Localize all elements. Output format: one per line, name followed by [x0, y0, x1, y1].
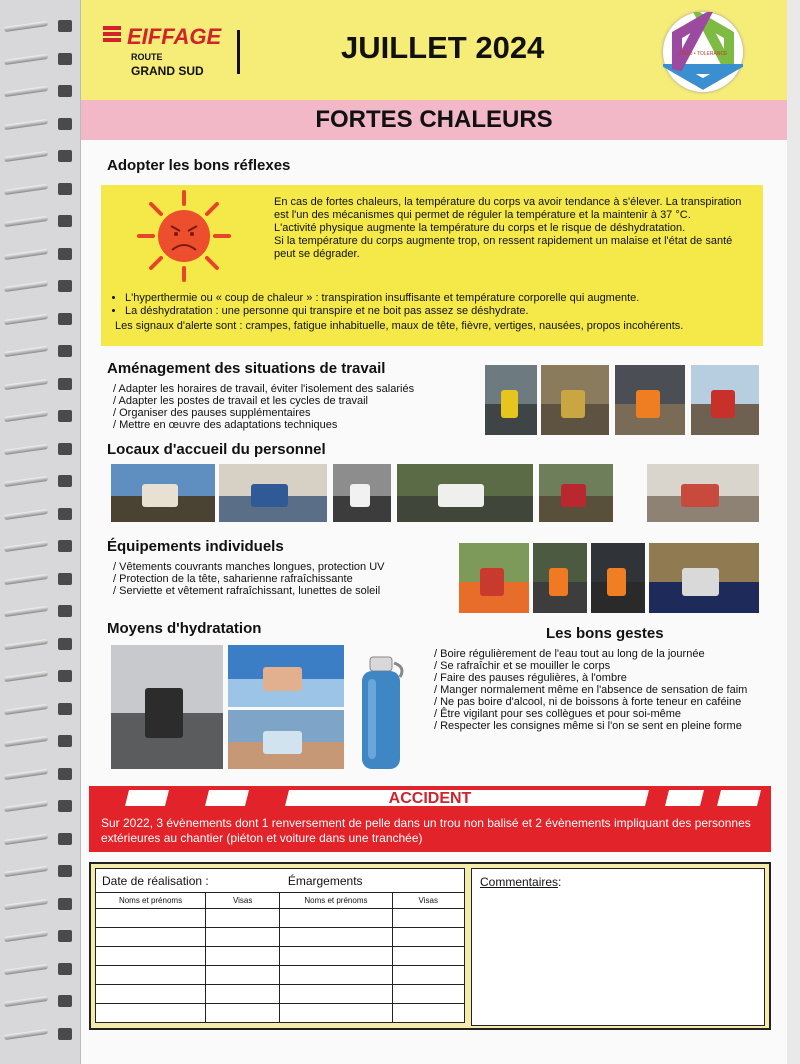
accident-banner [89, 786, 771, 852]
month-title: JUILLET 2024 [341, 30, 545, 65]
worksite-photo [485, 365, 537, 435]
col-header-visas: Visas [206, 893, 280, 909]
binding-ring [4, 932, 78, 942]
facility-photo [647, 464, 759, 522]
worksite-photo [541, 365, 609, 435]
table-row [96, 928, 465, 947]
binding-ring [4, 250, 78, 260]
warning-signals: Les signaux d'alerte sont : crampes, fatigue inhabituelle, maux de tête, fièvre, vertiges, nausées, propos incohérents. [115, 320, 684, 332]
logo-subtitle-route: ROUTE [131, 52, 163, 62]
list-item: / Organiser des pauses supplémentaires [113, 407, 311, 419]
reflexes-text [274, 196, 746, 261]
hydratation-title: Moyens d'hydratation [107, 620, 262, 637]
table-row [96, 1004, 465, 1023]
visa-cell[interactable] [206, 1004, 280, 1023]
binding-ring [4, 510, 78, 520]
table-row [96, 985, 465, 1004]
visa-cell[interactable] [392, 947, 465, 966]
visa-cell[interactable] [206, 947, 280, 966]
list-item: / Respecter les consignes même si l'on se sent en pleine forme [434, 720, 742, 732]
col-header-names: Noms et prénoms [280, 893, 392, 909]
visa-cell[interactable] [392, 1004, 465, 1023]
facility-photo [111, 464, 215, 522]
binding-ring [4, 672, 78, 682]
comments-colon: : [558, 875, 562, 889]
angry-sun-icon [119, 190, 249, 282]
binding-ring [4, 22, 78, 32]
ppe-photo [649, 543, 759, 613]
binding-ring [4, 705, 78, 715]
binding-ring [4, 120, 78, 130]
name-cell[interactable] [280, 928, 392, 947]
list-item: / Se rafraîchir et se mouiller le corps [434, 660, 611, 672]
list-item: / Vêtements couvrants manches longues, protection UV [113, 561, 385, 573]
ppe-photo [591, 543, 645, 613]
reflexes-paragraph: L'activité physique augmente la température du corps et le risque de déshydratation. [274, 222, 686, 234]
equipements-title: Équipements individuels [107, 538, 284, 555]
gestes-list [434, 648, 764, 732]
spiral-binding [0, 0, 80, 1064]
list-item: / Boire régulièrement de l'eau tout au long de la journée [434, 648, 705, 660]
header-divider [237, 30, 240, 74]
facility-photo [539, 464, 613, 522]
col-header-names: Noms et prénoms [96, 893, 206, 909]
name-cell[interactable] [280, 985, 392, 1004]
binding-ring [4, 282, 78, 292]
visa-cell[interactable] [206, 966, 280, 985]
amenagement-list [113, 383, 483, 431]
name-cell[interactable] [280, 909, 392, 928]
binding-ring [4, 835, 78, 845]
signature-table [95, 868, 465, 1023]
water-bottle-icon [354, 655, 408, 773]
binding-ring [4, 1030, 78, 1040]
ppe-photo [459, 543, 529, 613]
binding-ring [4, 575, 78, 585]
list-item: • L'hyperthermie ou « coup de chaleur » : transpiration insuffisante et température corporelle qui augmente. [125, 292, 765, 305]
name-cell[interactable] [96, 947, 206, 966]
list-item: / Serviette et vêtement rafraîchissant, lunettes de soleil [113, 585, 381, 597]
table-row [96, 947, 465, 966]
zero-tolerance-badge-icon [663, 12, 743, 92]
binding-ring [4, 640, 78, 650]
visa-cell[interactable] [206, 909, 280, 928]
visa-cell[interactable] [392, 966, 465, 985]
equipements-list [113, 561, 473, 597]
ppe-photo [533, 543, 587, 613]
gestes-title: Les bons gestes [546, 625, 664, 642]
binding-ring [4, 347, 78, 357]
binding-ring [4, 315, 78, 325]
name-cell[interactable] [96, 909, 206, 928]
name-cell[interactable] [96, 928, 206, 947]
theme-title: FORTES CHALEURS [315, 106, 553, 133]
list-item: / Adapter les postes de travail et les cycles de travail [113, 395, 368, 407]
name-cell[interactable] [280, 966, 392, 985]
binding-ring [4, 737, 78, 747]
binding-ring [4, 185, 78, 195]
comments-field[interactable] [471, 868, 765, 1026]
hydration-photo [228, 645, 344, 707]
emargements-label: Émargements [287, 873, 363, 888]
binding-ring [4, 217, 78, 227]
name-cell[interactable] [96, 985, 206, 1004]
date-label: Date de réalisation : [102, 873, 209, 888]
list-item: • La déshydratation : une personne qui transpire et ne boit pas assez se déshydrate. [125, 305, 765, 318]
list-item: / Protection de la tête, saharienne rafraîchissante [113, 573, 353, 585]
visa-cell[interactable] [392, 985, 465, 1004]
visa-cell[interactable] [206, 985, 280, 1004]
table-row [96, 966, 465, 985]
page-header: EIFFAGE ROUTE GRAND SUD JUILLET 2024 ZERO • TOLERANCE [81, 0, 787, 100]
svg-text:ZERO • TOLERANCE: ZERO • TOLERANCE [678, 51, 728, 57]
list-item: / Mettre en œuvre des adaptations techniques [113, 419, 338, 431]
visa-cell[interactable] [206, 928, 280, 947]
worksite-photo [615, 365, 685, 435]
binding-ring [4, 802, 78, 812]
worksite-photo [691, 365, 759, 435]
reflexes-title: Adopter les bons réflexes [107, 157, 291, 174]
binding-ring [4, 997, 78, 1007]
list-item: / Faire des pauses régulières, à l'ombre [434, 672, 627, 684]
list-item: / Manger normalement même en l'absence de sensation de faim [434, 684, 748, 696]
visa-cell[interactable] [392, 928, 465, 947]
calendar-page [80, 0, 787, 1064]
facility-photo [397, 464, 533, 522]
binding-ring [4, 900, 78, 910]
name-cell[interactable] [96, 1004, 206, 1023]
binding-ring [4, 412, 78, 422]
facility-photo [333, 464, 391, 522]
facility-photo [219, 464, 327, 522]
binding-ring [4, 152, 78, 162]
binding-ring [4, 607, 78, 617]
col-header-visas: Visas [392, 893, 465, 909]
binding-ring [4, 55, 78, 65]
binding-ring [4, 87, 78, 97]
name-cell[interactable] [280, 947, 392, 966]
reflexes-paragraph: Si la température du corps augmente trop, on ressent rapidement un malaise et l'état de santé peut se dégrader. [274, 235, 733, 260]
reflexes-paragraph: En cas de fortes chaleurs, la température du corps va avoir tendance à s'élever. La transpiration est l'un des mécanismes qui permet de réguler la température et la maintenir à 37 °C. [274, 196, 742, 221]
reflexes-bullets [111, 292, 765, 318]
binding-ring [4, 477, 78, 487]
comments-label: Commentaires [480, 875, 559, 889]
list-item: / Adapter les horaires de travail, éviter l'isolement des salariés [113, 383, 415, 395]
eiffage-logo-icon [103, 26, 121, 44]
binding-ring [4, 867, 78, 877]
accident-text: Sur 2022, 3 évènements dont 1 renversement de pelle dans un trou non balisé et 2 évènements impliquant des personnes extérieures au chantier (piéton et voiture dans une tranchée) [101, 816, 751, 845]
list-item: / Ne pas boire d'alcool, ni de boissons à forte teneur en caféine [434, 696, 742, 708]
name-cell[interactable] [280, 1004, 392, 1023]
logo-subtitle-region: GRAND SUD [131, 64, 204, 78]
locaux-title: Locaux d'accueil du personnel [107, 441, 326, 458]
amenagement-title: Aménagement des situations de travail [107, 360, 386, 377]
binding-ring [4, 542, 78, 552]
binding-ring [4, 770, 78, 780]
table-row [96, 909, 465, 928]
accident-title: ACCIDENT [388, 790, 472, 807]
binding-ring [4, 965, 78, 975]
name-cell[interactable] [96, 966, 206, 985]
binding-ring [4, 380, 78, 390]
visa-cell[interactable] [392, 909, 465, 928]
hydration-photo [228, 710, 344, 769]
list-item: / Être vigilant pour ses collègues et pour soi-même [434, 708, 682, 720]
hydration-photo [111, 645, 223, 769]
binding-ring [4, 445, 78, 455]
